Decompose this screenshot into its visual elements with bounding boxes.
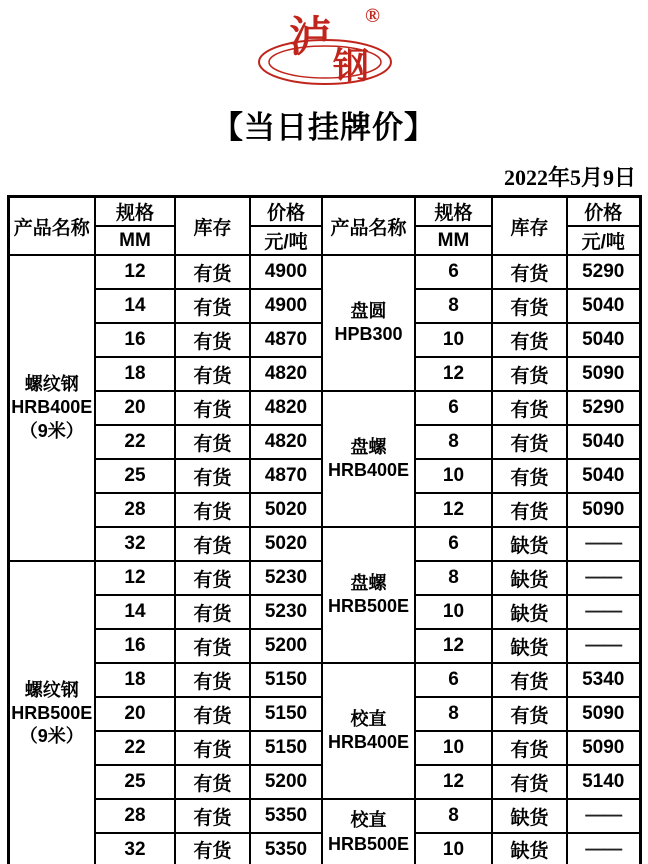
spec-cell-right: 6 xyxy=(415,391,492,425)
spec-cell-left: 20 xyxy=(95,697,175,731)
spec-cell-left: 12 xyxy=(95,561,175,595)
stock-cell-left: 有货 xyxy=(175,663,250,697)
price-table xyxy=(7,195,642,864)
spec-cell-right: 6 xyxy=(415,255,492,289)
spec-cell-right: 8 xyxy=(415,289,492,323)
stock-cell-left: 有货 xyxy=(175,697,250,731)
table-row xyxy=(8,527,640,561)
product-name-left: 螺纹钢 HRB500E （9米） xyxy=(8,561,95,864)
stock-cell-right: 有货 xyxy=(492,663,567,697)
price-cell-right: 5140 xyxy=(567,765,640,799)
stock-cell-right: 有货 xyxy=(492,731,567,765)
price-cell-left: 4900 xyxy=(250,255,322,289)
stock-cell-right: 有货 xyxy=(492,697,567,731)
price-cell-right: 5040 xyxy=(567,289,640,323)
stock-cell-right: 缺货 xyxy=(492,561,567,595)
stock-cell-left: 有货 xyxy=(175,391,250,425)
spec-cell-left: 28 xyxy=(95,493,175,527)
price-cell-right: —— xyxy=(567,833,640,864)
header-price-left: 价格 xyxy=(250,197,322,227)
page-title: 【当日挂牌价】 xyxy=(212,110,436,145)
header-spec-unit-right: MM xyxy=(415,226,492,255)
price-cell-left: 4870 xyxy=(250,323,322,357)
header-product-left: 产品名称 xyxy=(8,197,95,256)
company-logo xyxy=(0,4,648,88)
spec-cell-right: 12 xyxy=(415,765,492,799)
price-cell-right: —— xyxy=(567,527,640,561)
spec-cell-left: 14 xyxy=(95,595,175,629)
spec-cell-left: 20 xyxy=(95,391,175,425)
price-cell-left: 4820 xyxy=(250,425,322,459)
stock-cell-left: 有货 xyxy=(175,527,250,561)
header-price-unit-right: 元/吨 xyxy=(567,226,640,255)
logo-char-gang: 钢 xyxy=(333,46,370,86)
stock-cell-right: 有货 xyxy=(492,289,567,323)
logo-graphic xyxy=(249,4,399,88)
stock-cell-right: 有货 xyxy=(492,323,567,357)
price-cell-right: —— xyxy=(567,595,640,629)
price-cell-left: 5020 xyxy=(250,527,322,561)
stock-cell-left: 有货 xyxy=(175,425,250,459)
spec-cell-left: 25 xyxy=(95,459,175,493)
stock-cell-right: 缺货 xyxy=(492,629,567,663)
spec-cell-right: 10 xyxy=(415,833,492,864)
price-cell-left: 4870 xyxy=(250,459,322,493)
stock-cell-right: 有货 xyxy=(492,391,567,425)
price-cell-right: 5090 xyxy=(567,493,640,527)
price-cell-right: 5340 xyxy=(567,663,640,697)
spec-cell-left: 22 xyxy=(95,731,175,765)
product-name-right: 盘螺 HRB500E xyxy=(322,527,415,663)
spec-cell-left: 12 xyxy=(95,255,175,289)
product-name-right: 校直 HRB500E xyxy=(322,799,415,864)
spec-cell-left: 16 xyxy=(95,323,175,357)
stock-cell-left: 有货 xyxy=(175,357,250,391)
spec-cell-left: 28 xyxy=(95,799,175,833)
stock-cell-left: 有货 xyxy=(175,289,250,323)
table-row xyxy=(8,391,640,425)
logo-char-lu: 泸 xyxy=(289,15,332,61)
stock-cell-right: 缺货 xyxy=(492,527,567,561)
header-stock-right: 库存 xyxy=(492,197,567,256)
header-stock-left: 库存 xyxy=(175,197,250,256)
price-cell-left: 5150 xyxy=(250,697,322,731)
stock-cell-left: 有货 xyxy=(175,561,250,595)
price-cell-left: 4820 xyxy=(250,391,322,425)
stock-cell-left: 有货 xyxy=(175,459,250,493)
spec-cell-right: 6 xyxy=(415,663,492,697)
spec-cell-right: 10 xyxy=(415,323,492,357)
spec-cell-right: 8 xyxy=(415,425,492,459)
spec-cell-left: 14 xyxy=(95,289,175,323)
price-cell-right: —— xyxy=(567,561,640,595)
price-cell-left: 5200 xyxy=(250,629,322,663)
date-label: 2022年5月9日 xyxy=(503,165,636,190)
price-cell-left: 5230 xyxy=(250,561,322,595)
price-cell-left: 5020 xyxy=(250,493,322,527)
product-name-right: 盘圆 HPB300 xyxy=(322,255,415,391)
price-cell-right: 5040 xyxy=(567,459,640,493)
product-name-left: 螺纹钢 HRB400E （9米） xyxy=(8,255,95,561)
stock-cell-left: 有货 xyxy=(175,595,250,629)
price-cell-left: 5200 xyxy=(250,765,322,799)
table-body xyxy=(8,255,640,864)
header-price-right: 价格 xyxy=(567,197,640,227)
spec-cell-right: 10 xyxy=(415,459,492,493)
stock-cell-left: 有货 xyxy=(175,323,250,357)
header-spec-right: 规格 xyxy=(415,197,492,227)
spec-cell-left: 18 xyxy=(95,357,175,391)
product-name-right: 盘螺 HRB400E xyxy=(322,391,415,527)
table-row xyxy=(8,255,640,289)
spec-cell-right: 8 xyxy=(415,799,492,833)
price-cell-right: —— xyxy=(567,629,640,663)
header-spec-left: 规格 xyxy=(95,197,175,227)
price-cell-right: 5290 xyxy=(567,391,640,425)
price-cell-left: 5230 xyxy=(250,595,322,629)
stock-cell-left: 有货 xyxy=(175,731,250,765)
stock-cell-right: 有货 xyxy=(492,765,567,799)
stock-cell-right: 缺货 xyxy=(492,595,567,629)
stock-cell-right: 有货 xyxy=(492,459,567,493)
price-cell-right: 5040 xyxy=(567,323,640,357)
product-name-right: 校直 HRB400E xyxy=(322,663,415,799)
spec-cell-right: 12 xyxy=(415,629,492,663)
price-cell-right: 5290 xyxy=(567,255,640,289)
stock-cell-right: 有货 xyxy=(492,357,567,391)
registered-trademark-icon: ® xyxy=(365,5,380,27)
header-product-right: 产品名称 xyxy=(322,197,415,256)
spec-cell-left: 32 xyxy=(95,527,175,561)
price-cell-right: 5090 xyxy=(567,731,640,765)
stock-cell-right: 缺货 xyxy=(492,799,567,833)
spec-cell-right: 12 xyxy=(415,357,492,391)
stock-cell-left: 有货 xyxy=(175,799,250,833)
header-row-1 xyxy=(8,197,640,227)
price-cell-left: 5150 xyxy=(250,663,322,697)
header-spec-unit-left: MM xyxy=(95,226,175,255)
price-cell-left: 5350 xyxy=(250,833,322,864)
stock-cell-left: 有货 xyxy=(175,833,250,864)
stock-cell-right: 有货 xyxy=(492,255,567,289)
price-cell-right: 5090 xyxy=(567,697,640,731)
table-header xyxy=(8,197,640,256)
spec-cell-right: 8 xyxy=(415,561,492,595)
spec-cell-right: 12 xyxy=(415,493,492,527)
stock-cell-right: 有货 xyxy=(492,425,567,459)
spec-cell-right: 8 xyxy=(415,697,492,731)
price-cell-right: —— xyxy=(567,799,640,833)
price-cell-left: 5350 xyxy=(250,799,322,833)
spec-cell-left: 25 xyxy=(95,765,175,799)
stock-cell-left: 有货 xyxy=(175,629,250,663)
price-cell-left: 4900 xyxy=(250,289,322,323)
spec-cell-left: 22 xyxy=(95,425,175,459)
stock-cell-left: 有货 xyxy=(175,765,250,799)
stock-cell-right: 有货 xyxy=(492,493,567,527)
header-price-unit-left: 元/吨 xyxy=(250,226,322,255)
spec-cell-right: 6 xyxy=(415,527,492,561)
price-cell-right: 5090 xyxy=(567,357,640,391)
stock-cell-left: 有货 xyxy=(175,255,250,289)
spec-cell-left: 32 xyxy=(95,833,175,864)
price-cell-left: 5150 xyxy=(250,731,322,765)
price-cell-right: 5040 xyxy=(567,425,640,459)
table-row xyxy=(8,799,640,833)
price-cell-left: 4820 xyxy=(250,357,322,391)
spec-cell-right: 10 xyxy=(415,731,492,765)
spec-cell-left: 18 xyxy=(95,663,175,697)
spec-cell-left: 16 xyxy=(95,629,175,663)
stock-cell-right: 缺货 xyxy=(492,833,567,864)
stock-cell-left: 有货 xyxy=(175,493,250,527)
table-row xyxy=(8,663,640,697)
spec-cell-right: 10 xyxy=(415,595,492,629)
